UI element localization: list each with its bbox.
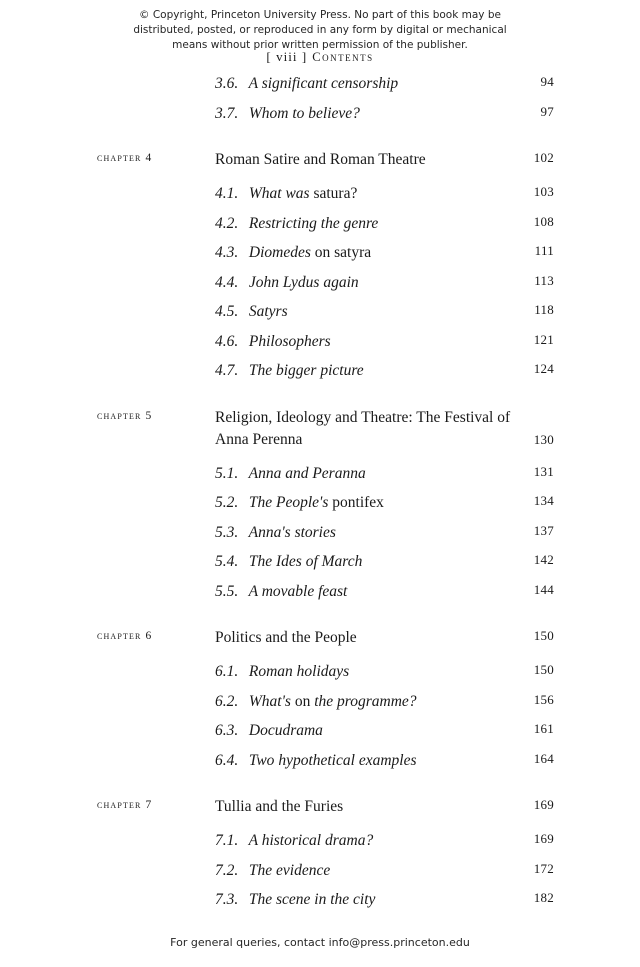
toc-entry-number: 4.7. — [215, 362, 239, 379]
toc-section-entry[interactable] — [0, 462, 640, 492]
toc-entry-title — [215, 330, 530, 353]
toc-entry-number: 7.3. — [215, 891, 239, 908]
toc-entry-title — [215, 795, 530, 818]
toc-entry-title — [215, 72, 530, 95]
toc-entry-title — [215, 580, 530, 603]
toc-entry-title — [215, 690, 530, 713]
toc-entry-title — [215, 521, 530, 544]
toc-section-entry[interactable] — [0, 859, 640, 889]
copyright-line-3: means without prior written permission of the publisher. — [172, 39, 468, 51]
copyright-line-2: distributed, posted, or reproduced in any form by digital or mechanical — [133, 24, 507, 36]
toc-entry-text: Whom to believe? — [248, 104, 360, 122]
toc-entry-title — [215, 148, 530, 171]
toc-entry-page-number: 150 — [533, 662, 554, 677]
toc-entry-page-number: 121 — [533, 331, 554, 347]
toc-entry-text: The bigger picture — [248, 362, 364, 379]
toc-entry-text: The evidence — [248, 861, 331, 879]
toc-section-entry[interactable] — [0, 580, 640, 610]
toc-entry-title — [215, 859, 530, 882]
toc-entry-title — [215, 829, 530, 852]
toc-entry-number: 4.3. — [215, 244, 239, 261]
toc-entry-title — [215, 102, 530, 125]
toc-entry-number: 5.2. — [215, 494, 239, 511]
toc-entry-text: Roman Satire and Roman Theatre — [215, 151, 426, 168]
toc-entry-number: 5.5. — [215, 582, 239, 600]
toc-chapter-entry[interactable] — [0, 406, 640, 462]
toc-entry-number: 5.1. — [215, 464, 239, 482]
chapter-label: chapter 6 — [97, 630, 153, 642]
toc-section-entry[interactable] — [0, 491, 640, 521]
toc-entry-number: 6.1. — [215, 663, 239, 680]
toc-entry-title — [215, 406, 530, 451]
toc-entry-title — [215, 271, 530, 294]
toc-entry-number: 3.7. — [215, 104, 239, 122]
toc-entry-text: The Ides of March — [248, 553, 363, 570]
toc-entry-page-number: 131 — [533, 463, 554, 479]
toc-entry-page-number: 118 — [534, 302, 554, 317]
toc-section-entry[interactable] — [0, 660, 640, 690]
toc-section-entry[interactable] — [0, 521, 640, 551]
toc-entry-page-number: 169 — [533, 797, 554, 812]
toc-entry-number: 4.1. — [215, 185, 239, 202]
chapter-label: chapter 4 — [97, 152, 153, 164]
table-of-contents — [0, 72, 640, 918]
toc-entry-title — [215, 212, 530, 235]
copyright-line-1: © Copyright, Princeton University Press. No part of this book may be — [139, 9, 501, 21]
toc-entry-title — [215, 626, 530, 649]
toc-entry-number: 3.6. — [215, 75, 239, 92]
toc-entry-title — [215, 300, 530, 323]
toc-entry-number: 5.3. — [215, 523, 239, 541]
toc-entry-number: 5.4. — [215, 553, 239, 570]
toc-entry-number: 7.2. — [215, 861, 239, 879]
toc-section-entry[interactable] — [0, 271, 640, 301]
toc-section-entry[interactable] — [0, 300, 640, 330]
toc-entry-page-number: 169 — [533, 831, 554, 846]
page-footer — [0, 936, 640, 949]
toc-entry-text: Tullia and the Furies — [215, 798, 344, 815]
toc-entry-number: 6.4. — [215, 751, 239, 769]
toc-entry-title — [215, 182, 530, 205]
toc-entry-number: 6.2. — [215, 692, 239, 710]
toc-entry-page-number: 182 — [533, 890, 554, 905]
toc-entry-text: A movable feast — [248, 582, 348, 600]
toc-chapter-entry[interactable] — [0, 626, 640, 660]
toc-section-entry[interactable] — [0, 102, 640, 132]
toc-section-entry[interactable] — [0, 690, 640, 720]
toc-entry-page-number: 108 — [533, 213, 554, 229]
toc-entry-title — [215, 550, 530, 573]
toc-entry-text: The scene in the city — [248, 891, 376, 908]
toc-entry-text: Philosophers — [248, 332, 331, 350]
toc-entry-page-number: 164 — [533, 750, 554, 766]
toc-entry-number: 4.2. — [215, 214, 239, 232]
toc-entry-page-number: 150 — [533, 628, 554, 643]
toc-entry-page-number: 111 — [534, 243, 554, 258]
toc-entry-text: The People's pontifex — [248, 494, 384, 511]
toc-entry-page-number: 94 — [540, 74, 554, 89]
toc-entry-title — [215, 491, 530, 514]
toc-entry-title — [215, 660, 530, 683]
toc-entry-page-number: 172 — [533, 860, 554, 876]
toc-entry-number: 4.4. — [215, 273, 239, 291]
chapter-label: chapter 7 — [97, 799, 153, 811]
toc-entry-number: 7.1. — [215, 832, 239, 849]
toc-entry-page-number: 142 — [533, 552, 554, 567]
toc-entry-text: Restricting the genre — [248, 214, 379, 232]
toc-section-entry[interactable] — [0, 719, 640, 749]
toc-entry-page-number: 113 — [534, 272, 554, 288]
toc-entry-text: A historical drama? — [248, 832, 374, 849]
toc-section-entry[interactable] — [0, 550, 640, 580]
toc-section-entry[interactable] — [0, 749, 640, 779]
toc-entry-text: Anna and Peranna — [248, 464, 366, 482]
toc-section-entry[interactable] — [0, 182, 640, 212]
toc-entry-page-number: 103 — [533, 184, 554, 199]
toc-entry-text: A significant censorship — [248, 75, 399, 92]
folio-number: [ viii ] — [266, 49, 308, 64]
toc-section-entry[interactable] — [0, 72, 640, 102]
toc-chapter-entry[interactable] — [0, 148, 640, 182]
toc-section-entry[interactable] — [0, 330, 640, 360]
toc-entry-text: Politics and the People — [215, 629, 357, 646]
toc-entry-text: Two hypothetical examples — [248, 751, 417, 769]
chapter-label: chapter 5 — [97, 409, 153, 422]
toc-entry-title — [215, 241, 530, 264]
toc-entry-title — [215, 462, 530, 485]
toc-entry-text: Roman holidays — [248, 663, 350, 680]
toc-entry-text: Satyrs — [248, 303, 288, 320]
toc-entry-page-number: 124 — [533, 361, 554, 376]
toc-entry-page-number: 161 — [533, 721, 554, 736]
toc-entry-page-number: 102 — [533, 150, 554, 165]
toc-entry-number: 4.6. — [215, 332, 239, 350]
toc-entry-text: Religion, Ideology and Theatre: The Festival of Anna Perenna — [215, 408, 511, 448]
toc-entry-title — [215, 719, 530, 742]
toc-entry-number: 4.5. — [215, 303, 239, 320]
toc-entry-number: 6.3. — [215, 722, 239, 739]
toc-entry-text: Diomedes on satyra — [248, 244, 372, 261]
toc-entry-page-number: 97 — [540, 103, 554, 119]
toc-chapter-entry[interactable] — [0, 795, 640, 829]
toc-section-entry[interactable] — [0, 888, 640, 918]
toc-entry-page-number: 130 — [533, 431, 554, 447]
toc-entry-text: What was satura? — [248, 185, 358, 202]
toc-entry-page-number: 134 — [533, 493, 554, 508]
running-head — [0, 49, 640, 65]
toc-entry-title — [215, 749, 530, 772]
toc-entry-text: Anna's stories — [248, 523, 336, 541]
toc-section-entry[interactable] — [0, 212, 640, 242]
toc-entry-page-number: 137 — [533, 522, 554, 538]
toc-entry-page-number: 144 — [533, 581, 554, 597]
toc-entry-text: What's on the programme? — [248, 692, 417, 710]
toc-entry-text: Docudrama — [248, 722, 323, 739]
toc-entry-text: John Lydus again — [248, 273, 359, 291]
toc-section-entry[interactable] — [0, 829, 640, 859]
copyright-notice — [0, 8, 640, 53]
running-head-label: Contents — [312, 50, 374, 64]
toc-entry-title — [215, 359, 530, 382]
toc-entry-page-number: 156 — [533, 691, 554, 707]
toc-section-entry[interactable] — [0, 241, 640, 271]
toc-section-entry[interactable] — [0, 359, 640, 389]
toc-entry-title — [215, 888, 530, 911]
footer-text: For general queries, contact info@press.princeton.edu — [170, 936, 470, 949]
